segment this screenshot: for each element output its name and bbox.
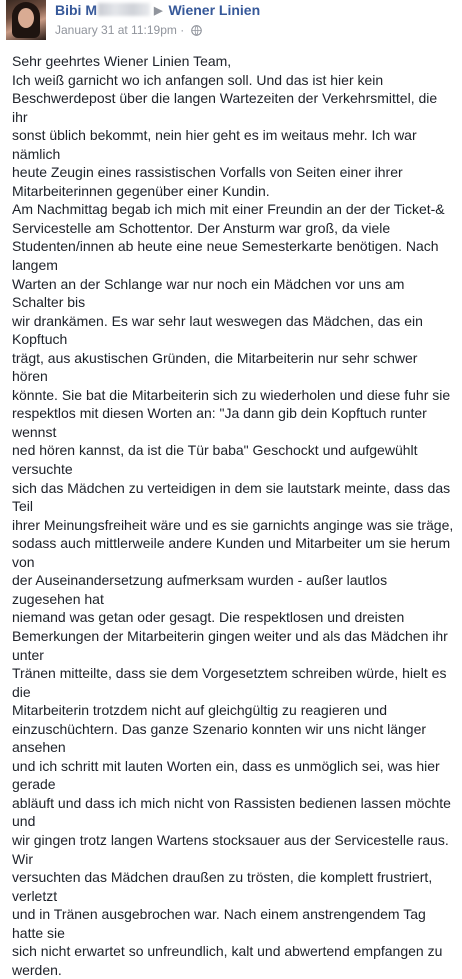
redacted-name-blur	[98, 3, 150, 16]
post-text-line: wir drankämen. Es war sehr laut weswegen das Mädchen, das ein Kopftuch	[12, 312, 423, 348]
post-text-line: Servicestelle am Schottentor. Der Ansturm war groß, da viele	[12, 219, 391, 236]
author-line	[55, 2, 260, 20]
post-text-line: Warten an der Schlange war nur noch ein Mädchen vor uns am Schalter bis	[12, 275, 405, 311]
post-header	[0, 0, 462, 44]
post-text-line: der Auseinandersetzung aufmerksam wurden - außer lautlos zugesehen hat	[12, 572, 388, 607]
post-text-line: abläuft und dass ich mich nicht von Rassisten bedienen lassen möchte und	[12, 794, 451, 830]
avatar-face	[18, 8, 34, 28]
post-text-line: Mitarbeiterin trotzdem nicht auf gleichgültig zu reagieren und	[12, 702, 388, 719]
post-text-line: trägt, aus akustischen Gründen, die Mitarbeiterin nur sehr schwer hören	[12, 349, 418, 385]
post-text-line: einzuschüchtern. Das ganze Szenario konnten wir uns nicht länger ansehen	[12, 720, 427, 756]
post-text-line: Tränen mitteilte, dass sie dem Vorgesetztem schreiben würde, hielt es die	[12, 665, 447, 700]
right-arrow-icon: ▶	[154, 5, 163, 17]
post-text-line: könnte. Sie bat die Mitarbeiterin sich zu wiederholen und diese fuhr sie	[12, 386, 451, 403]
post-text-line: Am Nachmittag begab ich mich mit einer Freundin an der der Ticket-&	[12, 201, 445, 218]
post-text-line: wir gingen trotz langen Wartens stocksauer aus der Servicestelle raus. Wir	[12, 831, 449, 867]
post-body-text	[12, 52, 454, 979]
post-text-line: Beschwerdepost über die langen Wartezeiten der Verkehrsmittel, die ihr	[12, 90, 438, 125]
post-meta	[55, 23, 202, 39]
post-text-line: Bemerkungen der Mitarbeiterin gingen weiter und als das Mädchen ihr unter	[12, 627, 448, 663]
post-text-line: und in Tränen ausgebrochen war. Nach einem anstrengendem Tag hatte sie	[12, 906, 426, 941]
meta-separator: ·	[180, 23, 185, 37]
author-name-link[interactable]: Bibi M	[55, 2, 97, 18]
author-avatar[interactable]	[6, 0, 46, 40]
post-text-line: niemand was getan oder gesagt. Die respektlosen und dreisten	[12, 609, 405, 626]
post-text-line: sodass auch mittlerweile andere Kunden und Mitarbeiter um sie herum von	[12, 535, 451, 570]
globe-icon[interactable]	[191, 25, 202, 39]
post-text-line: versuchten das Mädchen draußen zu trösten, die komplett frustriert, verletzt	[12, 869, 433, 904]
post-text-line: respektlos mit diesen Worten an: "Ja dann gib dein Kopftuch runter wennst	[12, 405, 427, 440]
post-text-line: sich das Mädchen zu verteidigen in dem sie lautstark meinte, dass das Teil	[12, 479, 451, 515]
post-text-line: heute Zeugin eines rassistischen Vorfalls von Seiten einer ihrer	[12, 164, 403, 181]
post-text-line: ned hören kannst, da ist die Tür baba" Geschockt und aufgewühlt versuchte	[12, 442, 418, 478]
post-text-line: Studenten/innen ab heute eine neue Semesterkarte benötigen. Nach langem	[12, 238, 439, 274]
post-text-line: Mitarbeiterinnen gegenüber einer Kundin.	[12, 182, 270, 199]
post-text-line: sonst üblich bekommt, nein hier geht es im weitaus mehr. Ich war nämlich	[12, 127, 417, 162]
post-text-line: sich nicht erwartet so unfreundlich, kalt und abwertend empfangen zu	[12, 943, 443, 960]
post-text-line: werden.	[12, 961, 62, 978]
post-text-line: Sehr geehrtes Wiener Linien Team,	[12, 53, 232, 69]
page-name-link[interactable]: Wiener Linien	[168, 2, 261, 18]
post-text-line: Ich weiß garnicht wo ich anfangen soll. Und das ist hier kein	[12, 71, 384, 88]
post-timestamp[interactable]: January 31 at 11:19pm	[55, 23, 177, 37]
post-text-line: ihrer Meinungsfreiheit wäre und es sie garnichts anginge was sie träge,	[12, 516, 454, 533]
post-text-line: und ich schritt mit lauten Worten ein, dass es unmöglich sei, was hier gerade	[12, 757, 440, 793]
